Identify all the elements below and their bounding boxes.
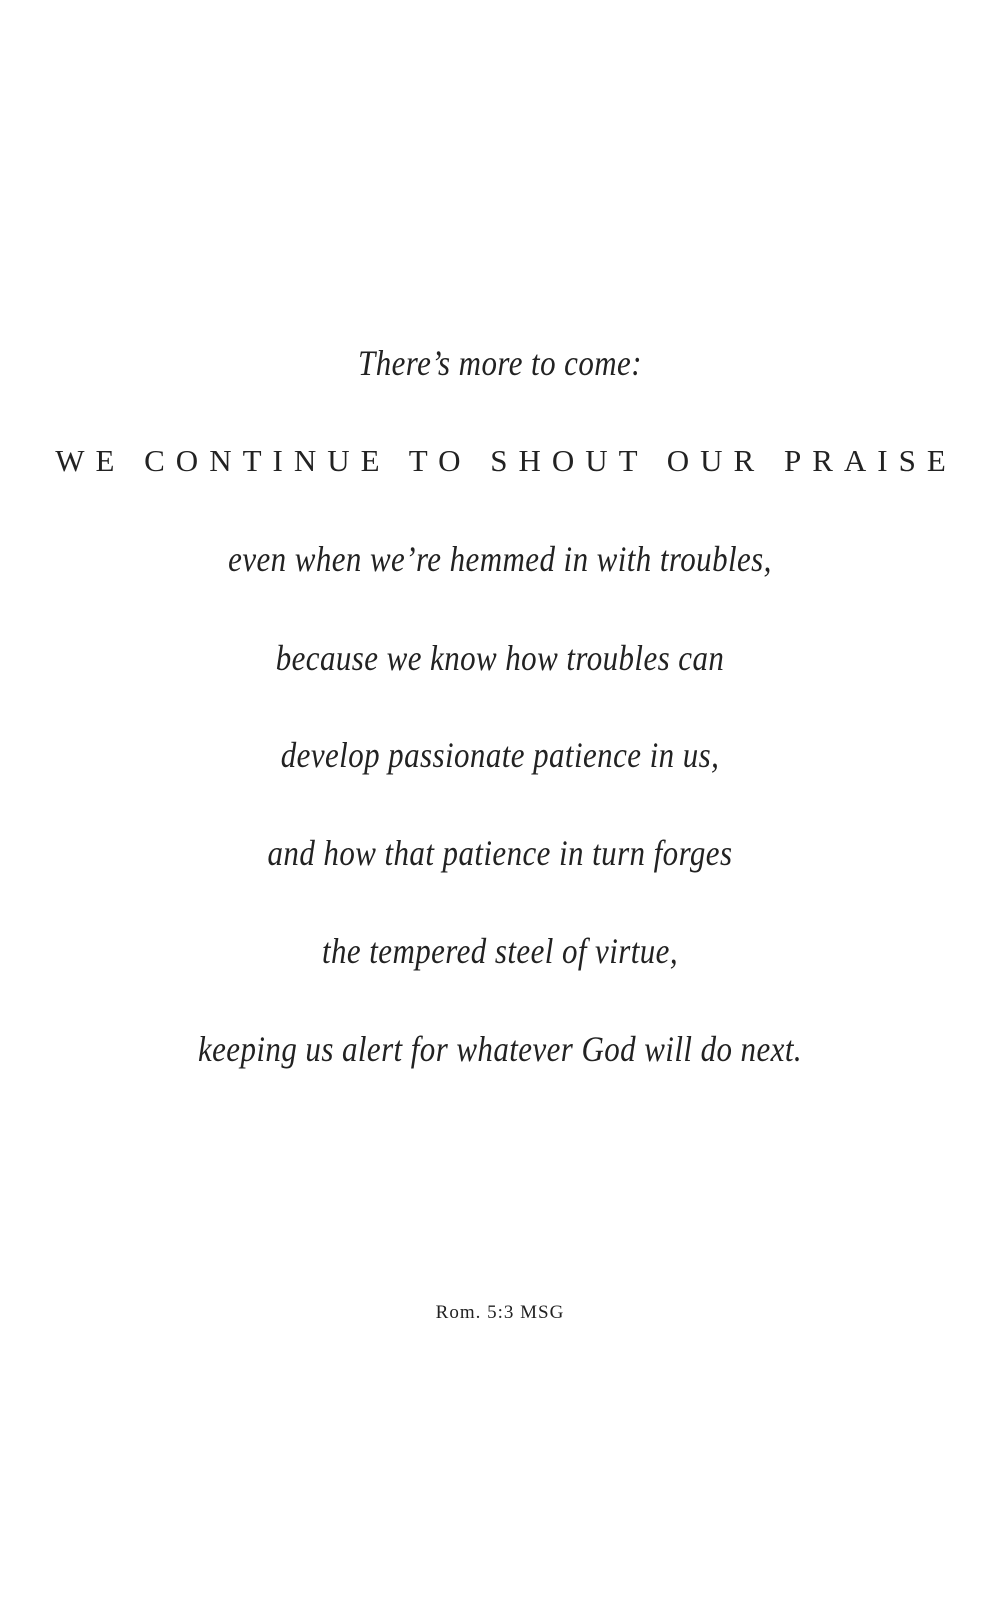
verse-heading: WE CONTINUE TO SHOUT OUR PRAISE (55, 443, 957, 478)
verse-line: develop passionate patience in us, (280, 735, 720, 775)
verse-line: keeping us alert for whatever God will do next. (197, 1029, 803, 1069)
verse-citation: Rom. 5:3 MSG (435, 1302, 565, 1323)
verse-line: the tempered steel of virtue, (321, 931, 679, 971)
verse-line: and how that patience in turn forges (267, 833, 733, 873)
verse-line: even when we’re hemmed in with troubles, (228, 539, 772, 579)
verse-intro: There’s more to come: (358, 343, 642, 383)
verse-line: because we know how troubles can (275, 638, 725, 678)
